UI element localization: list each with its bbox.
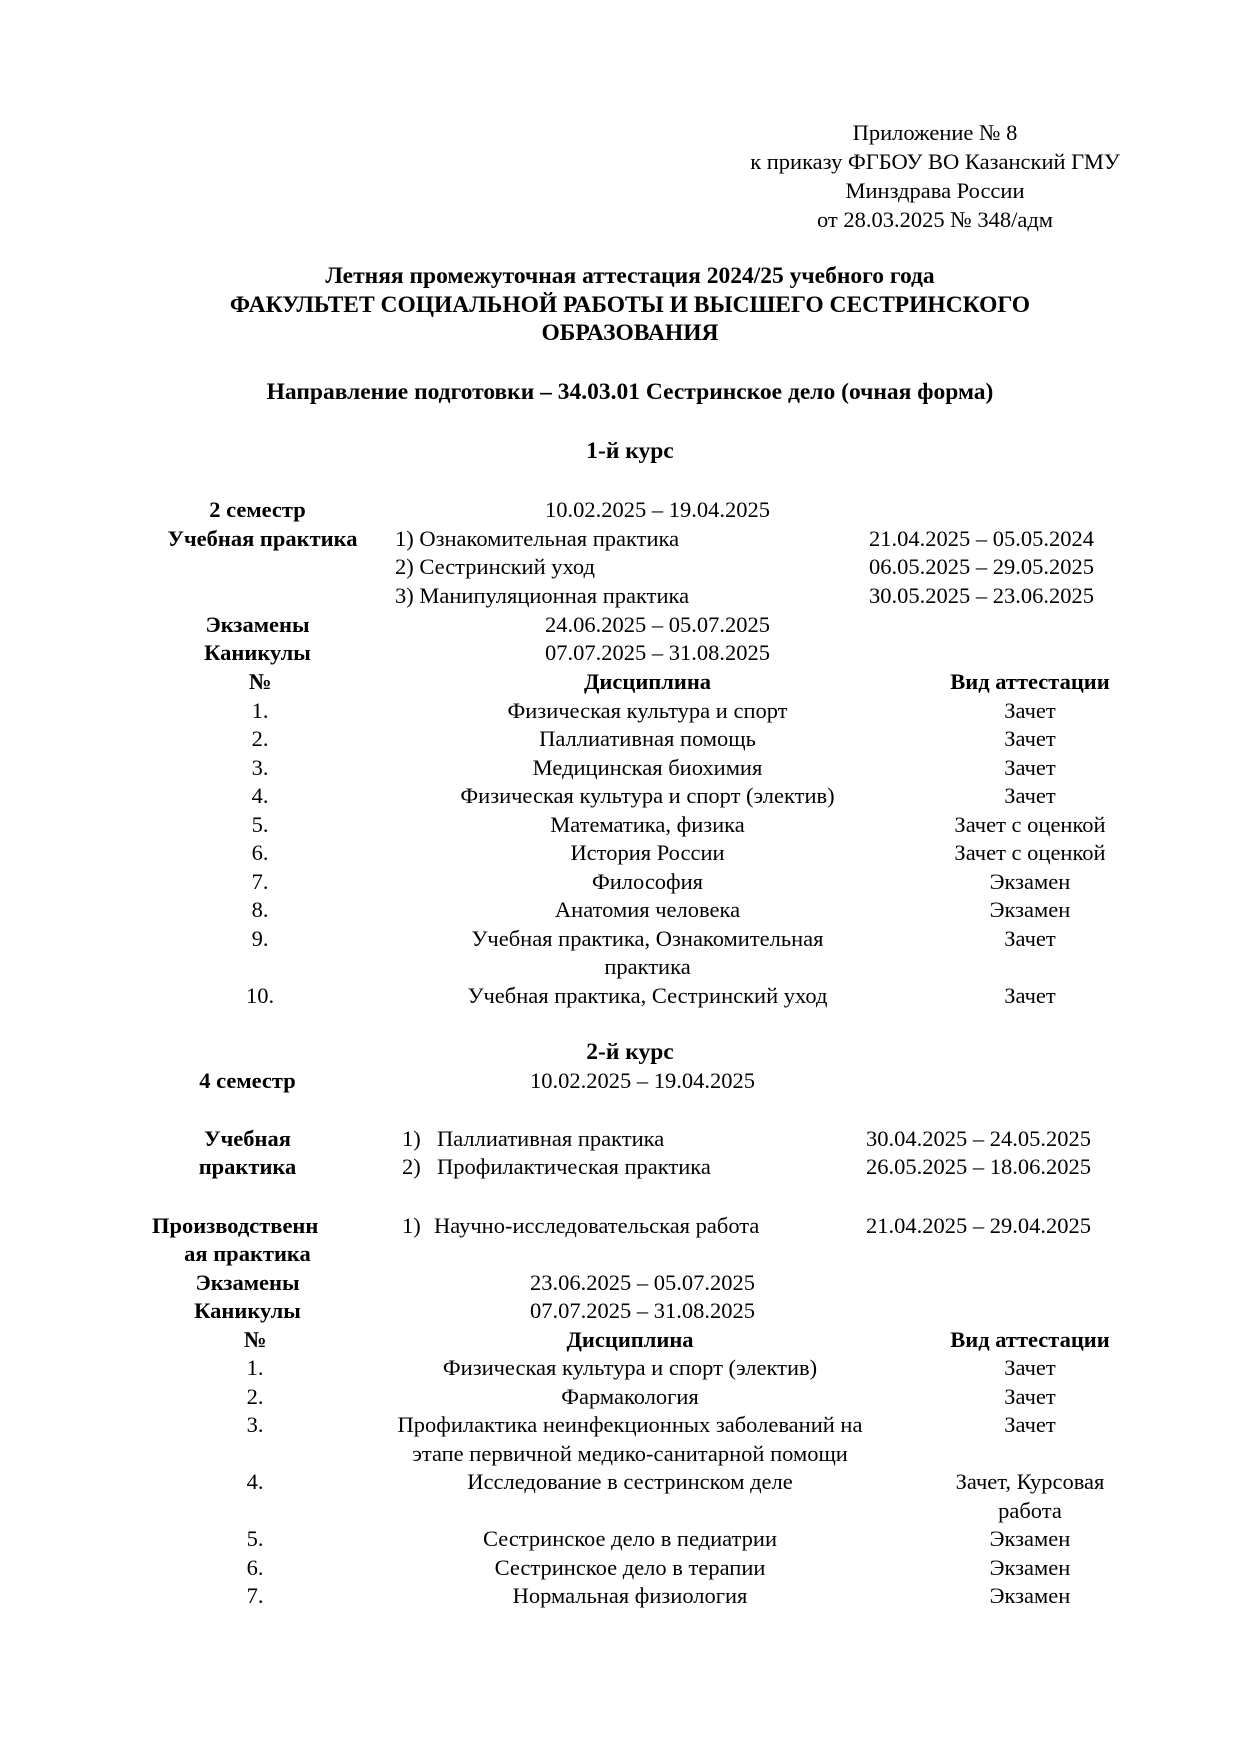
- course1-holidays-label: Каникулы: [204, 640, 311, 665]
- table-row-num: 9.: [251, 926, 269, 951]
- table-row-type: Экзамен: [989, 1583, 1071, 1608]
- document-title: Летняя промежуточная аттестация 2024/25 учебного года: [325, 263, 935, 289]
- course2-holidays-dates: 07.07.2025 – 31.08.2025: [530, 1298, 755, 1323]
- course1-exams-label: Экзамены: [205, 612, 310, 637]
- table-row-discipline: Паллиативная помощь: [539, 726, 756, 751]
- table-row-discipline: История России: [570, 840, 725, 865]
- faculty-title: ФАКУЛЬТЕТ СОЦИАЛЬНОЙ РАБОТЫ И ВЫСШЕГО СЕСТРИНСКОГО: [229, 292, 1031, 318]
- table-row-num: 4.: [251, 783, 269, 808]
- table-row-num: 2.: [246, 1384, 264, 1409]
- course1-practice-2-dates: 06.05.2025 – 29.05.2025: [869, 554, 1094, 579]
- course2-semester-dates: 10.02.2025 – 19.04.2025: [530, 1068, 755, 1093]
- table-row-type: Зачет с оценкой: [954, 812, 1106, 837]
- table-row-num: 1.: [251, 698, 269, 723]
- course1-heading: 1-й курс: [586, 438, 674, 464]
- faculty-title-cont: ОБРАЗОВАНИЯ: [541, 320, 719, 346]
- table-row-discipline: Математика, физика: [550, 812, 745, 837]
- table-row-type: Зачет: [1004, 1355, 1056, 1380]
- table-row-type: Экзамен: [989, 1555, 1071, 1580]
- course2-heading: 2-й курс: [586, 1039, 674, 1065]
- course2-exams-dates: 23.06.2025 – 05.07.2025: [530, 1270, 755, 1295]
- table-row-num: 6.: [251, 840, 269, 865]
- course1-semester-label: 2 семестр: [209, 497, 306, 522]
- table-row-discipline: Нормальная физиология: [512, 1583, 748, 1608]
- order-date: от 28.03.2025 № 348/адм: [816, 207, 1054, 232]
- table-row-type: Зачет: [1004, 783, 1056, 808]
- ministry: Минздрава России: [845, 178, 1025, 203]
- course1-practice-1: 1) Ознакомительная практика: [395, 526, 680, 551]
- table-row-type-cont: работа: [998, 1498, 1062, 1523]
- course1-practice-3: 3) Манипуляционная практика: [395, 583, 690, 608]
- table-row-type: Экзамен: [989, 1526, 1071, 1551]
- course1-practice-label: Учебная практика: [167, 526, 358, 551]
- table-row-num: 5.: [251, 812, 269, 837]
- table-row-discipline: Учебная практика, Сестринский уход: [467, 983, 828, 1008]
- course2-practice-2: Профилактическая практика: [437, 1154, 711, 1179]
- table-row-type: Зачет: [1004, 926, 1056, 951]
- table-row-discipline: Профилактика неинфекционных заболеваний на: [397, 1412, 863, 1437]
- course2-practice-label: Учебная: [204, 1126, 291, 1151]
- table-row-type: Зачет: [1004, 726, 1056, 751]
- table-row-type: Зачет, Курсовая: [955, 1469, 1105, 1494]
- table-row-type: Зачет: [1004, 755, 1056, 780]
- order-reference: [690, 118, 1180, 234]
- table-row-num: 8.: [251, 897, 269, 922]
- course2-col-type: Вид аттестации: [950, 1327, 1110, 1352]
- table-row-num: 2.: [251, 726, 269, 751]
- table-row-num: 6.: [246, 1555, 264, 1580]
- table-row-discipline: Учебная практика, Ознакомительная: [471, 926, 824, 951]
- table-row-discipline: Физическая культура и спорт (электив): [460, 783, 835, 808]
- course2-practice-2-marker: 2): [402, 1154, 421, 1179]
- course1-practice-2: 2) Сестринский уход: [395, 554, 595, 579]
- table-row-num: 1.: [246, 1355, 264, 1380]
- study-direction: Направление подготовки – 34.03.01 Сестринское дело (очная форма): [266, 379, 994, 405]
- course1-semester-dates: 10.02.2025 – 19.04.2025: [545, 497, 770, 522]
- table-row-num: 10.: [245, 983, 275, 1008]
- table-row-type: Зачет: [1004, 1384, 1056, 1409]
- course2-production-1-marker: 1): [402, 1213, 421, 1238]
- table-row-type: Экзамен: [989, 897, 1071, 922]
- course2-production-1-dates: 21.04.2025 – 29.04.2025: [866, 1213, 1091, 1238]
- course1-practice-3-dates: 30.05.2025 – 23.06.2025: [869, 583, 1094, 608]
- course2-col-num: №: [243, 1327, 267, 1352]
- table-row-num: 3.: [251, 755, 269, 780]
- table-row-num: 3.: [246, 1412, 264, 1437]
- course2-practice-2-dates: 26.05.2025 – 18.06.2025: [866, 1154, 1091, 1179]
- table-row-type: Зачет: [1004, 698, 1056, 723]
- course2-semester-label: 4 семестр: [199, 1068, 296, 1093]
- table-row-type: Зачет с оценкой: [954, 840, 1106, 865]
- table-row-type: Экзамен: [989, 869, 1071, 894]
- course2-practice-1: Паллиативная практика: [437, 1126, 665, 1151]
- order-issuer: к приказу ФГБОУ ВО Казанский ГМУ: [750, 149, 1120, 174]
- course2-practice-1-dates: 30.04.2025 – 24.05.2025: [866, 1126, 1091, 1151]
- table-row-num: 5.: [246, 1526, 264, 1551]
- table-row-num: 7.: [251, 869, 269, 894]
- table-row-discipline: Исследование в сестринском деле: [467, 1469, 793, 1494]
- table-row-discipline: Сестринское дело в педиатрии: [482, 1526, 778, 1551]
- course2-production-label: Производственн: [152, 1213, 319, 1238]
- appendix-number: Приложение № 8: [852, 120, 1018, 145]
- table-row-type: Зачет: [1004, 983, 1056, 1008]
- course1-practice-1-dates: 21.04.2025 – 05.05.2024: [869, 526, 1094, 551]
- table-row-discipline-cont: практика: [604, 954, 691, 979]
- course2-col-discipline: Дисциплина: [566, 1327, 694, 1352]
- course2-holidays-label: Каникулы: [194, 1298, 301, 1323]
- table-row-discipline: Философия: [591, 869, 704, 894]
- course2-practice-label-cont: практика: [198, 1154, 297, 1179]
- course2-exams-label: Экзамены: [195, 1270, 300, 1295]
- table-row-num: 7.: [246, 1583, 264, 1608]
- course2-practice-1-marker: 1): [402, 1126, 421, 1151]
- course1-exams-dates: 24.06.2025 – 05.07.2025: [545, 612, 770, 637]
- course1-holidays-dates: 07.07.2025 – 31.08.2025: [545, 640, 770, 665]
- course1-col-type: Вид аттестации: [950, 669, 1110, 694]
- table-row-type: Зачет: [1004, 1412, 1056, 1437]
- table-row-num: 4.: [246, 1469, 264, 1494]
- course1-col-num: №: [248, 669, 272, 694]
- course1-col-discipline: Дисциплина: [583, 669, 712, 694]
- table-row-discipline: Физическая культура и спорт (электив): [442, 1355, 818, 1380]
- table-row-discipline: Физическая культура и спорт: [507, 698, 788, 723]
- table-row-discipline: Сестринское дело в терапии: [494, 1555, 766, 1580]
- table-row-discipline-cont: этапе первичной медико-санитарной помощи: [412, 1441, 848, 1466]
- table-row-discipline: Фармакология: [561, 1384, 699, 1409]
- course2-production-1: Научно-исследовательская работа: [434, 1213, 760, 1238]
- course2-production-label-cont: ая практика: [184, 1241, 311, 1266]
- table-row-discipline: Медицинская биохимия: [532, 755, 763, 780]
- table-row-discipline: Анатомия человека: [554, 897, 741, 922]
